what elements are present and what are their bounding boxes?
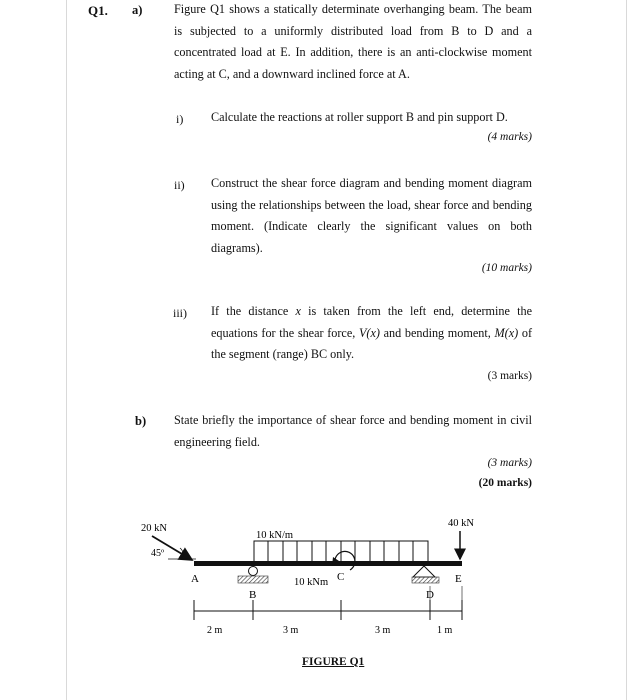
part-b-text: State briefly the importance of shear force and bending moment in civil engineering field. [174,413,532,449]
udl-load [254,541,428,562]
label-c: C [337,571,345,583]
figure-caption: FIGURE Q1 [302,656,365,668]
label-udl: 10 kN/m [256,530,294,541]
item-iii-text-mid: is taken from the left end, determine the equations for the shear force, [211,304,533,340]
total-marks: (20 marks) [478,477,532,489]
dim-ab: 2 m [207,625,223,636]
variable-x: x [295,304,301,318]
part-a-text: Figure Q1 shows a statically determinate overhanging beam. The beam is subjected to a uniformly distributed load from B to D and a concentrated load at E. In addition, there is an anti-clockwise moment acting at C, and a downward inclined force at A. [174,2,532,81]
beam [194,561,462,566]
part-b-marks: (3 marks) [487,457,532,469]
dimension-line [194,586,462,620]
item-ii-label: ii) [174,178,185,192]
item-ii-marks: (10 marks) [481,262,532,274]
dim-bc: 3 m [283,625,299,636]
item-iii-text-after: of the segment (range) BC only. [211,325,532,361]
item-iii-label: iii) [173,306,187,320]
part-a-label: a) [132,3,143,17]
item-iii-text-before: If the distance [211,304,289,318]
label-moment: 10 kNm [294,577,329,588]
label-d: D [426,589,434,601]
dim-cd: 3 m [375,625,391,636]
shear-function: V(x) [358,325,380,340]
item-iii-text-and: and bending moment, [383,325,491,340]
item-i-label: i) [176,112,184,126]
question-number: Q1. [88,3,108,18]
item-i-marks: (4 marks) [487,131,532,143]
item-iii-marks: (3 marks) [487,370,532,382]
label-b: B [249,589,257,601]
moment-c [332,551,355,570]
roller-support-b [238,567,268,584]
label-a: A [191,573,199,585]
dim-de: 1 m [437,625,453,636]
item-ii-text: Construct the shear force diagram and bending moment diagram using the relationships between the load, shear force and bending moment. (Indicate clearly the significant values on both diagrams). [211,176,532,255]
moment-function: M(x) [494,325,519,340]
label-angle: 45º [151,548,165,559]
label-e: E [455,573,462,585]
label-40kn: 40 kN [448,518,474,529]
pin-support-d [412,566,439,583]
part-b-label: b) [135,414,147,428]
label-20kn: 20 kN [141,523,167,534]
item-i-text: Calculate the reactions at roller support B and pin support D. [211,110,508,124]
